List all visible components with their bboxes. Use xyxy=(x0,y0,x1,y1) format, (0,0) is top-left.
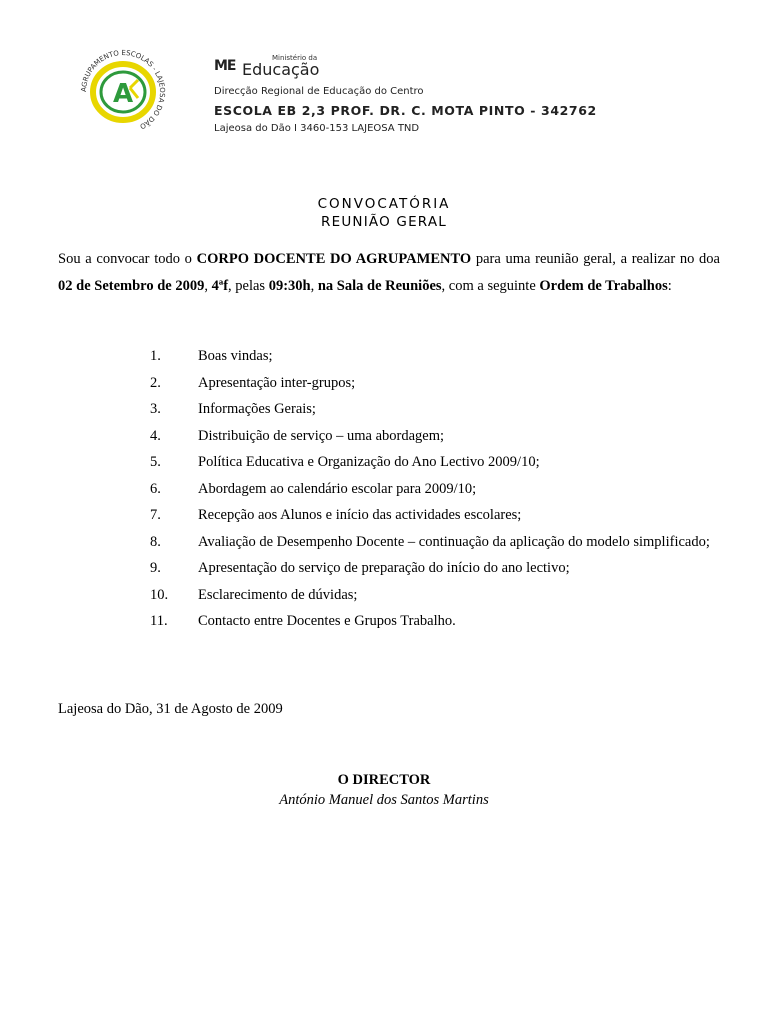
item-number: 5. xyxy=(150,454,161,470)
item-text: Informações Gerais; xyxy=(198,401,316,417)
item-number: 7. xyxy=(150,507,161,523)
ministry-label: Ministério da xyxy=(272,54,318,62)
list-item xyxy=(58,423,720,450)
item-text: Boas vindas; xyxy=(198,348,273,364)
list-item xyxy=(58,476,720,503)
intro-paragraph xyxy=(58,246,720,299)
intro-text: , xyxy=(204,277,212,294)
agenda-heading: Ordem de Trabalhos xyxy=(539,277,668,294)
item-number: 4. xyxy=(150,427,161,444)
list-item xyxy=(58,582,720,609)
intro-text: , xyxy=(310,277,318,294)
signatory-name: António Manuel dos Santos Martins xyxy=(279,792,489,808)
item-text: Apresentação inter-grupos; xyxy=(198,374,356,391)
item-text: Avaliação de Desempenho Docente – continuação da aplicação do modelo simplificado; xyxy=(198,533,710,550)
item-text: Recepção aos Alunos e início das actividades escolares; xyxy=(198,507,522,523)
ministry-mark: ME xyxy=(214,58,236,74)
place-and-date: Lajeosa do Dão, 31 de Agosto de 2009 xyxy=(58,701,283,717)
list-item xyxy=(58,529,720,556)
intro-text: , com a seguinte xyxy=(441,277,540,294)
list-item xyxy=(58,502,720,529)
meeting-weekday: 4ªf xyxy=(211,277,229,294)
item-number: 2. xyxy=(150,374,161,391)
school-seal-logo xyxy=(72,44,174,140)
item-number: 9. xyxy=(150,560,161,576)
item-number: 8. xyxy=(150,533,161,550)
item-number: 10. xyxy=(150,586,169,603)
item-text: Apresentação do serviço de preparação do início do ano lectivo; xyxy=(198,560,570,576)
document-subtitle: REUNIÃO GERAL xyxy=(321,214,447,230)
meeting-date: 02 de Setembro de 2009 xyxy=(58,277,205,294)
list-item xyxy=(58,555,720,582)
list-item xyxy=(58,370,720,397)
item-number: 6. xyxy=(150,480,161,497)
signatory-role: O DIRECTOR xyxy=(337,772,431,788)
list-item xyxy=(58,343,720,370)
school-name: ESCOLA EB 2,3 PROF. DR. C. MOTA PINTO - 342762 xyxy=(214,103,597,118)
list-item xyxy=(58,449,720,476)
ministry-logo xyxy=(214,52,414,82)
item-text: Contacto entre Docentes e Grupos Trabalho. xyxy=(198,613,456,629)
meeting-location: na Sala de Reuniões xyxy=(317,277,442,294)
seal-letter: A xyxy=(113,79,134,109)
intro-text: para uma reunião geral, a realizar no doa xyxy=(471,251,720,267)
intro-text: , pelas xyxy=(228,277,269,294)
item-text: Abordagem ao calendário escolar para 2009/10; xyxy=(198,480,477,497)
list-item xyxy=(58,608,720,635)
item-number: 3. xyxy=(150,401,161,417)
agenda-list xyxy=(58,343,720,635)
ministry-name: Educação xyxy=(242,60,320,79)
item-text: Política Educativa e Organização do Ano Lectivo 2009/10; xyxy=(198,454,540,470)
intro-text: Sou a convocar todo o xyxy=(58,251,197,267)
item-text: Distribuição de serviço – uma abordagem; xyxy=(198,427,445,444)
intro-bold: CORPO DOCENTE DO AGRUPAMENTO xyxy=(196,251,472,267)
item-text: Esclarecimento de dúvidas; xyxy=(198,586,358,603)
item-number: 1. xyxy=(150,348,161,364)
seal-ring-text: AGRUPAMENTO ESCOLAS - LAJEOSA DO DÃO xyxy=(79,48,167,131)
list-item xyxy=(58,396,720,423)
document-title: CONVOCATÓRIA xyxy=(317,196,451,212)
item-number: 11. xyxy=(150,613,168,629)
regional-direction: Direcção Regional de Educação do Centro xyxy=(214,86,424,97)
intro-text: : xyxy=(667,277,672,294)
letterhead xyxy=(56,40,610,144)
school-address: Lajeosa do Dão I 3460-153 LAJEOSA TND xyxy=(214,123,420,134)
meeting-time: 09:30h xyxy=(268,277,311,294)
